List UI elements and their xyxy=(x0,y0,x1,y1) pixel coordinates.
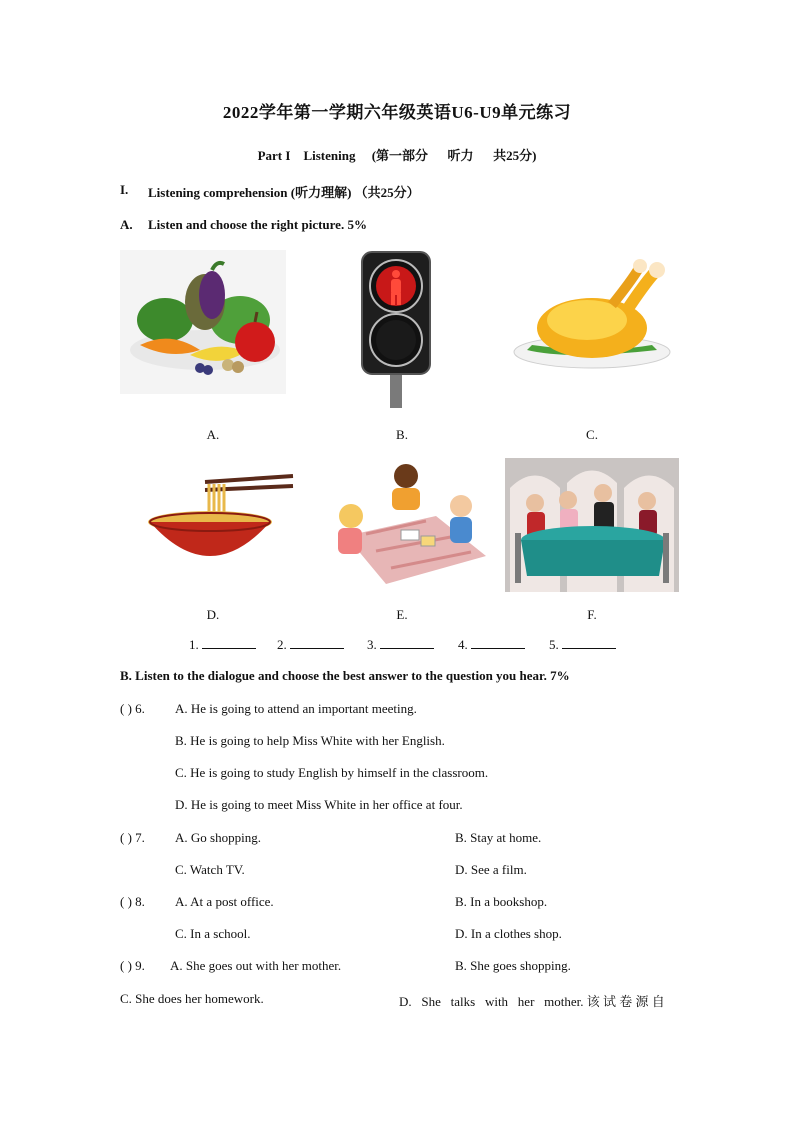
answer-line xyxy=(562,636,616,649)
q6-number[interactable]: ( ) 6. xyxy=(120,701,145,716)
part-cn-listening: 听力 xyxy=(447,148,474,163)
section-a-number: A. xyxy=(120,217,133,232)
q7-option-d: D. See a film. xyxy=(455,862,527,877)
q7-option-b: B. Stay at home. xyxy=(455,830,542,845)
q8-option-b: B. In a bookshop. xyxy=(455,894,548,909)
answer-number: 5. xyxy=(549,637,559,652)
section-b-title: B. Listen to the dialogue and choose the best answer to the question you hear. 7% xyxy=(120,668,570,683)
q9-option-b: B. She goes shopping. xyxy=(455,958,571,973)
picture-d-label: D. xyxy=(206,607,220,622)
answer-number: 3. xyxy=(367,637,377,652)
picture-f-restaurant-dinner-icon xyxy=(505,458,679,592)
picture-c-label: C. xyxy=(586,427,598,442)
answer-blank-2[interactable] xyxy=(277,636,344,653)
section-1-number: I. xyxy=(120,182,129,197)
part-score: 共25分) xyxy=(493,148,537,163)
q6-option-a: A. He is going to attend an important meeting. xyxy=(175,701,417,716)
q7-option-a: A. Go shopping. xyxy=(175,830,261,845)
picture-a-vegetables-fruit-icon xyxy=(120,250,286,394)
answer-number: 4. xyxy=(458,637,468,652)
answer-blank-5[interactable] xyxy=(549,636,616,653)
q7-option-c: C. Watch TV. xyxy=(175,862,245,877)
section-1-title: Listening comprehension (听力理解) （共25分） xyxy=(148,185,420,200)
q9-number[interactable]: ( ) 9. xyxy=(120,958,145,973)
q8-option-c: C. In a school. xyxy=(175,926,251,941)
picture-e-label: E. xyxy=(396,607,408,622)
answer-line xyxy=(380,636,434,649)
answer-blank-1[interactable] xyxy=(189,636,256,653)
part-name: Listening xyxy=(303,148,356,163)
picture-b-label: B. xyxy=(396,427,408,442)
answer-number: 1. xyxy=(189,637,199,652)
q6-option-c: C. He is going to study English by himself in the classroom. xyxy=(175,765,489,780)
q7-number[interactable]: ( ) 7. xyxy=(120,830,145,845)
answer-number: 2. xyxy=(277,637,287,652)
q8-option-d: D. In a clothes shop. xyxy=(455,926,562,941)
part-heading xyxy=(0,145,794,164)
q8-number[interactable]: ( ) 8. xyxy=(120,894,145,909)
q6-option-b: B. He is going to help Miss White with her English. xyxy=(175,733,445,748)
q6-option-d: D. He is going to meet Miss White in her office at four. xyxy=(175,797,463,812)
picture-e-picnic-icon xyxy=(316,456,494,588)
picture-d-noodles-bowl-icon xyxy=(125,460,295,580)
answer-blank-4[interactable] xyxy=(458,636,525,653)
picture-a-label: A. xyxy=(206,427,220,442)
answer-line xyxy=(471,636,525,649)
answer-line xyxy=(202,636,256,649)
section-a-title: Listen and choose the right picture. 5% xyxy=(148,217,367,232)
q9-option-c: C. She does her homework. xyxy=(120,991,264,1006)
picture-f-label: F. xyxy=(587,607,597,622)
q8-option-a: A. At a post office. xyxy=(175,894,274,909)
q9-option-d: D. She talks with her mother. 该 试 卷 源 自 xyxy=(399,994,665,1009)
answer-blank-3[interactable] xyxy=(367,636,434,653)
q9-option-a: A. She goes out with her mother. xyxy=(170,958,342,973)
picture-c-roast-chicken-icon xyxy=(507,250,677,390)
answer-line xyxy=(290,636,344,649)
part-cn: (第一部分 xyxy=(371,148,429,163)
picture-b-traffic-light-icon xyxy=(360,250,432,408)
part-number: Part I xyxy=(257,148,291,163)
page-title: 2022学年第一学期六年级英语U6-U9单元练习 xyxy=(222,103,572,122)
